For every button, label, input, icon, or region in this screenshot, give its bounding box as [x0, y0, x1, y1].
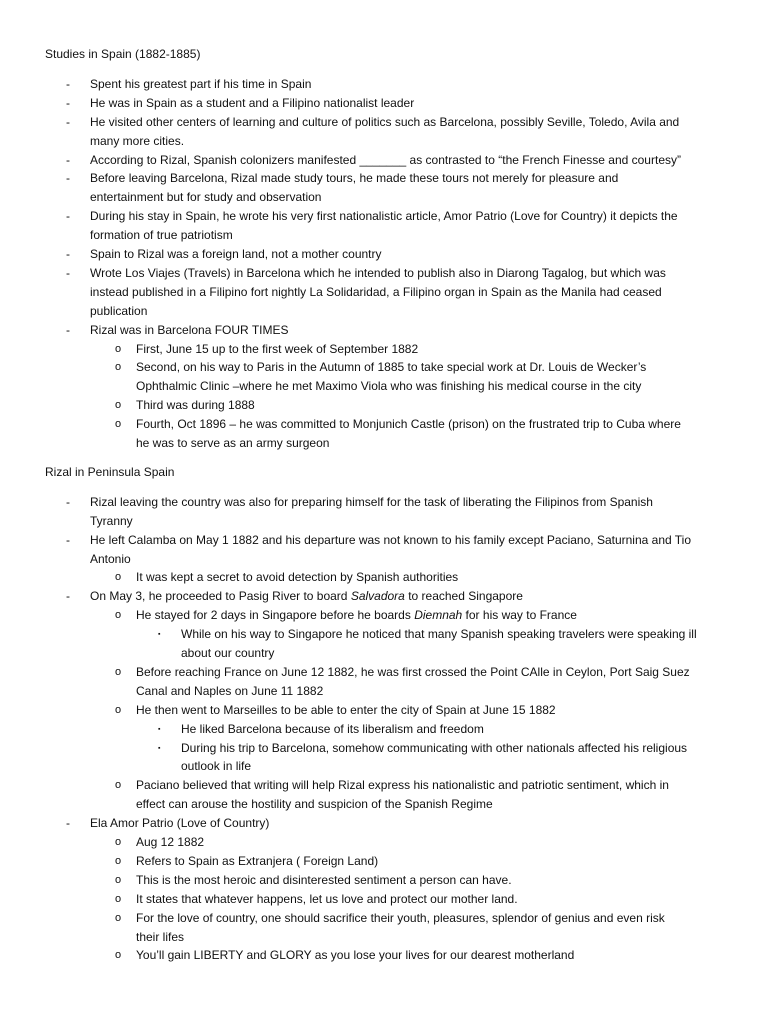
sub-item-text: Second, on his way to Paris in the Autumn of 1885 to take special work at Dr. Louis de Wecker’s [136, 360, 647, 375]
bullet-marker: - [66, 589, 70, 604]
sub-item-text: their lifes [136, 929, 185, 944]
list-item-text: Tyranny [90, 513, 133, 528]
bullet-marker: ▪ [158, 725, 161, 733]
bullet-marker: ▪ [158, 744, 161, 752]
sub-item-text: He stayed for 2 days in Singapore before he boards Diemnah for his way to France [136, 608, 577, 623]
section-heading: Rizal in Peninsula Spain [45, 464, 175, 479]
sub-item-text: You’ll gain LIBERTY and GLORY as you lose your lives for our dearest motherland [136, 948, 575, 963]
sub-item-text: First, June 15 up to the first week of September 1882 [136, 341, 419, 356]
list-item-text: Rizal leaving the country was also for preparing himself for the task of liberating the Filipinos from Spanish [90, 494, 653, 509]
bullet-marker: o [115, 854, 122, 867]
list-item-text: He left Calamba on May 1 1882 and his departure was not known to his family except Paciano, Saturnina and Tio [90, 532, 692, 547]
list-item-text: On May 3, he proceeded to Pasig River to board Salvadora to reached Singapore [90, 589, 523, 604]
bullet-marker: o [115, 609, 122, 622]
bullet-marker: o [115, 399, 122, 412]
bullet-marker: o [115, 892, 122, 905]
list-item-text: He was in Spain as a student and a Filipino nationalist leader [90, 95, 415, 110]
bullet-marker: - [66, 171, 70, 186]
list-item-text: Antonio [90, 551, 131, 566]
sub-item-text: Aug 12 1882 [136, 835, 205, 849]
list-item-text: Ela Amor Patrio (Love of Country) [90, 816, 270, 831]
sub-item-text: Ophthalmic Clinic –where he met Maximo Viola who was finishing his medical course in the city [136, 379, 642, 394]
list-item-text: He visited other centers of learning and culture of politics such as Barcelona, possibly Seville, Toledo, Avila and [90, 114, 680, 129]
bullet-marker: - [66, 247, 70, 261]
bullet-marker: o [115, 911, 122, 924]
bullet-marker: o [115, 836, 122, 848]
list-item-text: many more cities. [90, 133, 185, 148]
bullet-marker: o [115, 949, 122, 962]
bullet-marker: - [66, 152, 70, 167]
list-item-text: formation of true patriotism [90, 228, 233, 243]
bullet-marker: - [66, 114, 70, 129]
bullet-marker: - [66, 494, 70, 509]
bullet-marker: - [66, 76, 70, 91]
bullet-marker: o [115, 873, 122, 886]
bullet-marker: o [115, 665, 122, 678]
list-item-text: instead published in a Filipino fort nightly La Solidaridad, a Filipino organ in Spain as the Manila had ceased [90, 284, 662, 299]
sub-item-text: This is the most heroic and disinterested sentiment a person can have. [136, 872, 512, 887]
sub-item-text: For the love of country, one should sacrifice their youth, pleasures, splendor of genius and even risk [136, 910, 665, 925]
sub-item-text: he was to serve as an army surgeon [136, 436, 330, 450]
subsub-item-text: outlook in life [181, 759, 252, 774]
list-item-text: During his stay in Spain, he wrote his very first nationalistic article, Amor Patrio (Love for Country) it depicts the [90, 209, 678, 224]
bullet-marker: - [66, 95, 70, 110]
sub-item-text: It was kept a secret to avoid detection by Spanish authorities [136, 570, 459, 585]
subsub-item-text: During his trip to Barcelona, somehow communicating with other nationals affected his religious [181, 740, 688, 755]
list-item-text: Rizal was in Barcelona FOUR TIMES [90, 322, 289, 337]
bullet-marker: ▪ [158, 631, 161, 639]
subsub-item-text: about our country [181, 646, 275, 660]
bullet-marker: o [115, 703, 122, 716]
list-item-text: Wrote Los Viajes (Travels) in Barcelona which he intended to publish also in Diarong Tagalog, but which was [90, 265, 666, 280]
sub-item-text: Fourth, Oct 1896 – he was committed to Monjunich Castle (prison) on the frustrated trip to Cuba where [136, 417, 681, 432]
subsub-item-text: He liked Barcelona because of its liberalism and freedom [181, 721, 484, 736]
sub-item-text: Third was during 1888 [136, 398, 255, 413]
bullet-marker: o [115, 342, 122, 355]
sub-item-text: It states that whatever happens, let us love and protect our mother land. [136, 891, 518, 906]
subsub-item-text: While on his way to Singapore he noticed that many Spanish speaking travelers were speaking ill [181, 627, 697, 642]
sub-item-text: Refers to Spain as Extranjera ( Foreign Land) [136, 853, 379, 868]
bullet-marker: - [66, 532, 70, 547]
sub-item-text: effect can arouse the hostility and suspicion of the Spanish Regime [136, 797, 493, 812]
list-item-text: entertainment but for study and observation [90, 190, 322, 205]
list-item-text: Spent his greatest part if his time in Spain [90, 76, 312, 91]
list-item-text: Spain to Rizal was a foreign land, not a mother country [90, 247, 382, 261]
list-item-text: According to Rizal, Spanish colonizers manifested _______ as contrasted to “the French Finesse and courtesy” [90, 152, 681, 167]
bullet-marker: o [115, 418, 122, 431]
sub-item-text: Paciano believed that writing will help Rizal express his nationalistic and patriotic sentiment, which in [136, 778, 669, 793]
bullet-marker: o [115, 571, 122, 584]
bullet-marker: o [115, 779, 122, 792]
bullet-marker: - [66, 322, 70, 337]
sub-item-text: Before reaching France on June 12 1882, he was first crossed the Point CAlle in Ceylon, Port Saig Suez [136, 664, 690, 679]
bullet-marker: - [66, 816, 70, 831]
sub-item-text: Canal and Naples on June 11 1882 [136, 683, 324, 698]
section-heading: Studies in Spain (1882-1885) [45, 47, 201, 61]
list-item-text: Before leaving Barcelona, Rizal made study tours, he made these tours not merely for pleasure and [90, 171, 619, 186]
bullet-marker: o [115, 361, 122, 374]
list-item-text: publication [90, 303, 148, 318]
sub-item-text: He then went to Marseilles to be able to enter the city of Spain at June 15 1882 [136, 702, 556, 717]
bullet-marker: - [66, 209, 70, 224]
bullet-marker: - [66, 265, 70, 280]
